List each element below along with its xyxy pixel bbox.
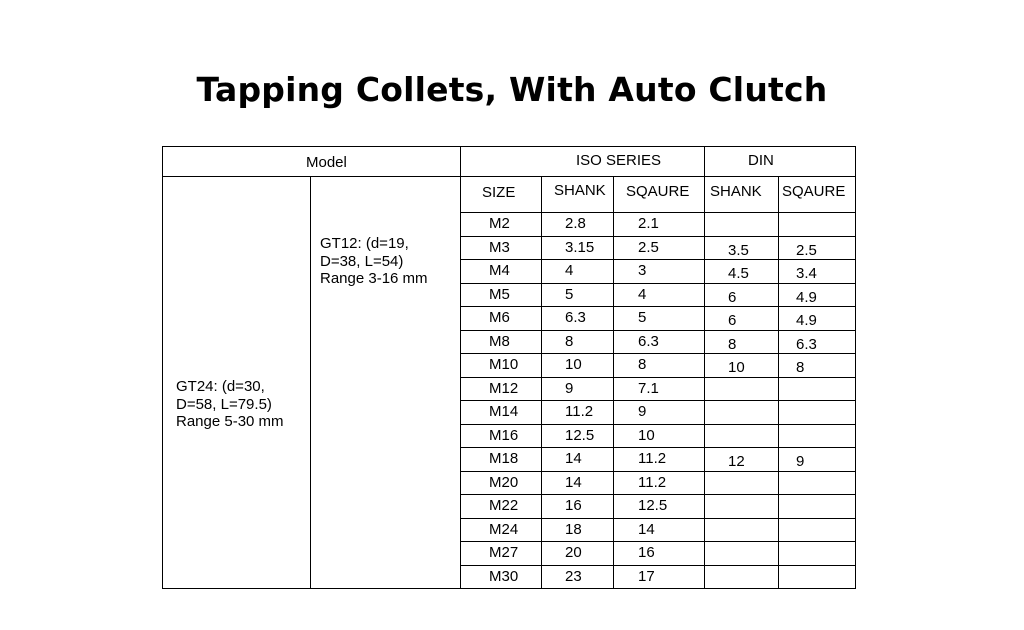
cell-size: M30 [489, 568, 519, 585]
row-divider [460, 424, 856, 425]
cell-din-shank: 12 [728, 453, 745, 470]
row-divider [460, 471, 856, 472]
cell-din-square: 6.3 [796, 336, 817, 353]
cell-din-square: 3.4 [796, 265, 817, 282]
row-divider [460, 306, 856, 307]
cell-size: M10 [489, 356, 519, 373]
cell-iso-square: 11.2 [638, 450, 667, 467]
row-divider [460, 447, 856, 448]
header-din-shank: SHANK [710, 183, 762, 200]
cell-din-square: 2.5 [796, 242, 817, 259]
header-iso-square: SQAURE [626, 183, 690, 200]
header-iso-series: ISO SERIES [576, 152, 662, 169]
cell-din-square: 8 [796, 359, 805, 376]
header-model: Model [306, 154, 347, 171]
cell-iso-shank: 11.2 [565, 403, 594, 420]
cell-iso-shank: 4 [565, 262, 574, 279]
row-divider [460, 212, 856, 213]
row-divider [460, 377, 856, 378]
cell-iso-square: 3 [638, 262, 647, 279]
cell-size: M12 [489, 380, 519, 397]
row-divider [460, 541, 856, 542]
cell-size: M5 [489, 286, 510, 303]
cell-iso-shank: 10 [565, 356, 582, 373]
size-rows [162, 146, 856, 589]
cell-din-square: 4.9 [796, 312, 817, 329]
cell-size: M24 [489, 521, 519, 538]
cell-size: M16 [489, 427, 519, 444]
cell-iso-square: 6.3 [638, 333, 659, 350]
cell-iso-shank: 9 [565, 380, 574, 397]
cell-iso-square: 11.2 [638, 474, 667, 491]
header-iso-shank: SHANK [554, 182, 606, 199]
cell-size: M14 [489, 403, 519, 420]
cell-din-shank: 4.5 [728, 265, 749, 282]
cell-iso-shank: 16 [565, 497, 582, 514]
cell-iso-square: 4 [638, 286, 647, 303]
header-din: DIN [748, 152, 774, 169]
cell-iso-square: 14 [638, 521, 655, 538]
cell-din-shank: 6 [728, 312, 737, 329]
cell-din-square: 9 [796, 453, 805, 470]
header-din-square: SQAURE [782, 183, 846, 200]
row-divider [460, 400, 856, 401]
cell-size: M20 [489, 474, 519, 491]
cell-size: M18 [489, 450, 519, 467]
cell-iso-square: 2.1 [638, 215, 659, 232]
cell-din-shank: 6 [728, 289, 737, 306]
cell-iso-square: 17 [638, 568, 655, 585]
cell-size: M22 [489, 497, 519, 514]
cell-iso-shank: 23 [565, 568, 582, 585]
row-divider [460, 283, 856, 284]
cell-size: M3 [489, 239, 510, 256]
cell-iso-square: 7.1 [638, 380, 659, 397]
header-size: SIZE [482, 184, 516, 201]
cell-iso-square: 16 [638, 544, 655, 561]
model-gt12: GT12: (d=19, D=38, L=54) Range 3-16 mm [320, 235, 428, 287]
cell-iso-shank: 6.3 [565, 309, 586, 326]
row-divider [460, 494, 856, 495]
cell-size: M2 [489, 215, 510, 232]
cell-iso-shank: 12.5 [565, 427, 595, 444]
cell-iso-shank: 20 [565, 544, 582, 561]
cell-din-shank: 3.5 [728, 242, 749, 259]
cell-iso-shank: 14 [565, 474, 582, 491]
spec-table [162, 146, 856, 589]
cell-size: M4 [489, 262, 510, 279]
page-title: Tapping Collets, With Auto Clutch [196, 70, 828, 109]
cell-iso-square: 9 [638, 403, 647, 420]
cell-iso-square: 10 [638, 427, 655, 444]
model-gt24: GT24: (d=30, D=58, L=79.5) Range 5-30 mm [176, 378, 284, 430]
row-divider [460, 236, 856, 237]
row-divider [460, 518, 856, 519]
row-divider [460, 259, 856, 260]
cell-iso-shank: 8 [565, 333, 574, 350]
cell-size: M8 [489, 333, 510, 350]
cell-iso-shank: 14 [565, 450, 582, 467]
cell-iso-shank: 5 [565, 286, 574, 303]
row-divider [460, 565, 856, 566]
cell-iso-square: 8 [638, 356, 647, 373]
cell-iso-shank: 3.15 [565, 239, 595, 256]
row-divider [460, 353, 856, 354]
cell-din-shank: 10 [728, 359, 745, 376]
cell-size: M27 [489, 544, 519, 561]
cell-iso-square: 12.5 [638, 497, 668, 514]
cell-iso-square: 5 [638, 309, 647, 326]
cell-din-shank: 8 [728, 336, 737, 353]
cell-din-square: 4.9 [796, 289, 817, 306]
cell-iso-shank: 18 [565, 521, 582, 538]
cell-size: M6 [489, 309, 510, 326]
row-divider [460, 330, 856, 331]
cell-iso-shank: 2.8 [565, 215, 586, 232]
cell-iso-square: 2.5 [638, 239, 659, 256]
